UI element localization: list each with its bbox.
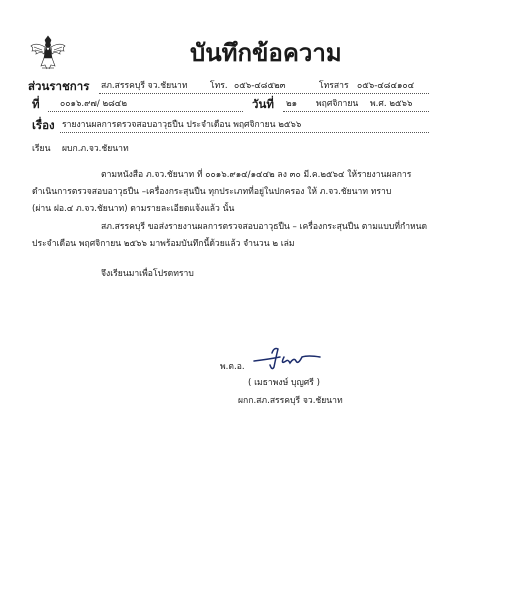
number-value: ๐๐๑๖.๙๗/ ๒๘๔๒: [60, 99, 127, 109]
signature-rank-prefix: พ.ต.อ.: [220, 362, 245, 372]
paragraph-1-line-1: ตามหนังสือ ภ.จว.ชัยนาท ที่ ๐๐๑๖.๙๑๔/๑๔๔๒ ลง ๓๐ มี.ค.๒๕๖๔ ให้รายงานผลการ: [101, 170, 412, 180]
fax-label: โทรสาร: [319, 81, 349, 91]
paragraph-2-line-2: ประจำเดือน พฤศจิกายน ๒๕๖๖ มาพร้อมบันทึกนี้ด้วยแล้ว จำนวน ๒ เล่ม: [32, 239, 295, 249]
agency-value: สภ.สรรคบุรี จว.ชัยนาท: [101, 81, 188, 91]
memo-title: บันทึกข้อความ: [190, 39, 342, 67]
date-day: ๒๑: [286, 99, 298, 109]
phone-value: ๐๕๖-๔๘๕๒๓: [234, 81, 286, 91]
garuda-emblem-icon: [28, 32, 68, 72]
paragraph-1-line-2: ดำเนินการตรวจสอบอาวุธปืน –เครื่องกระสุนปืน ทุกประเภทที่อยู่ในปกครอง ให้ ภ.จว.ชัยนาท ทราบ: [32, 187, 392, 197]
handwritten-signature: [250, 343, 325, 373]
date-dotted-line: [283, 111, 429, 112]
fax-value: ๐๕๖-๔๘๔๑๐๔: [357, 81, 415, 91]
signer-position: ผกก.สภ.สรรคบุรี จว.ชัยนาท: [238, 396, 343, 406]
number-label: ที่: [32, 97, 40, 111]
subject-dotted-line: [60, 132, 429, 133]
salutation-label: เรียน: [32, 144, 51, 154]
agency-dotted-line: [99, 93, 429, 94]
agency-label: ส่วนราชการ: [28, 79, 90, 93]
date-label: วันที่: [252, 97, 274, 111]
subject-label: เรื่อง: [32, 118, 55, 132]
paragraph-2-line-1: สภ.สรรคบุรี ขอส่งรายงานผลการตรวจสอบอาวุธปืน – เครื่องกระสุนปืน ตามแบบที่กำหนด: [101, 222, 428, 232]
signer-name: ( เมธาพงษ์ บุญศรี ): [248, 378, 320, 388]
subject-value: รายงานผลการตรวจสอบอาวุธปืน ประจำเดือน พฤศจิกายน ๒๕๖๖: [62, 120, 302, 130]
salutation-value: ผบก.ภ.จว.ชัยนาท: [62, 144, 129, 154]
date-year: พ.ศ. ๒๕๖๖: [370, 99, 413, 109]
date-month: พฤศจิกายน: [316, 99, 359, 109]
paragraph-1-line-3: (ผ่าน ฝอ.๔ ภ.จว.ชัยนาท) ตามรายละเอียดแจ้งแล้ว นั้น: [32, 204, 235, 214]
phone-label: โทร.: [210, 81, 228, 91]
number-dotted-line: [48, 111, 243, 112]
closing-text: จึงเรียนมาเพื่อโปรดทราบ: [101, 269, 194, 279]
